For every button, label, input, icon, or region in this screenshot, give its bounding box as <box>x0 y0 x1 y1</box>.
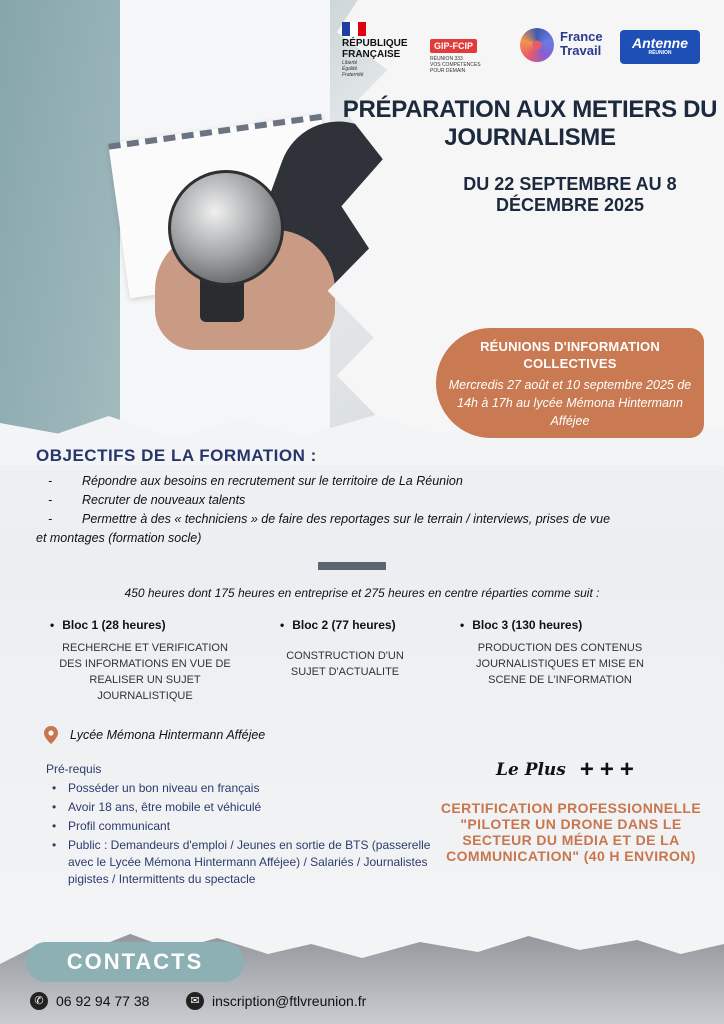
microphone-icon <box>168 170 284 286</box>
phone-icon: ✆ <box>30 992 48 1010</box>
rf-title: RÉPUBLIQUE FRANÇAISE <box>342 38 408 60</box>
bloc-heading: • Bloc 3 (130 heures) <box>460 618 660 632</box>
antenne-label: Antenne <box>632 35 688 51</box>
phone-number[interactable]: 06 92 94 77 38 <box>56 993 150 1009</box>
list-item: - Répondre aux besoins en recrutement sur le territoire de La Réunion <box>36 472 696 491</box>
antenne-reunion-logo <box>620 30 700 64</box>
republique-francaise-logo <box>342 22 422 78</box>
gip-badge: GIP-FCIP <box>430 39 477 53</box>
location-pin-icon <box>44 726 58 744</box>
info-body: Mercredis 27 août et 10 septembre 2025 de 14h à 17h au lycée Mémona Hintermann Afféjee <box>448 378 692 428</box>
objectives-list <box>36 472 696 548</box>
bloc-2 <box>280 618 410 680</box>
contacts-heading: CONTACTS <box>26 942 244 982</box>
bloc-3 <box>460 618 660 688</box>
list-item: - Permettre à des « techniciens » de faire des reportages sur le terrain / interviews, prises de vue <box>36 510 696 529</box>
list-item: - Recruter de nouveaux talents <box>36 491 696 510</box>
hours-summary: 450 heures dont 175 heures en entreprise et 275 heures en centre réparties comme suit : <box>124 586 600 600</box>
objective-text: Permettre à des « techniciens » de faire des reportages sur le terrain / interviews, prises de vue <box>82 512 611 526</box>
partner-logos <box>338 18 710 78</box>
prerequis-text: Avoir 18 ans, être mobile et véhiculé <box>68 800 262 814</box>
list-item: • Profil communicant <box>52 819 171 833</box>
gip-fcip-logo <box>430 36 510 74</box>
prerequis-list <box>52 780 452 890</box>
objectives-title: OBJECTIFS DE LA FORMATION : <box>36 446 317 465</box>
le-plus-header <box>496 756 640 784</box>
certification-text: CERTIFICATION PROFESSIONNELLE "PILOTER UN DRONE DANS LE SECTEUR DU MÉDIA ET DE LA COMMUNICATION" (40 H ENVIRON) <box>440 800 702 864</box>
location <box>44 726 265 744</box>
prerequis-text: Public : Demandeurs d'emploi / Jeunes en sortie de BTS (passerelle avec le Lycée Mémona Hintermann Afféjee) / Salariés / Journalistes pigistes / Intermittents du spectacle <box>68 838 431 886</box>
email-icon: ✉ <box>186 992 204 1010</box>
info-sessions-card <box>436 328 704 438</box>
prerequis-text: Posséder un bon niveau en français <box>68 781 260 795</box>
rf-motto: Liberté Égalité Fraternité <box>342 60 364 78</box>
france-travail-label: France Travail <box>560 29 603 58</box>
objective-text: Recruter de nouveaux talents <box>82 493 246 507</box>
bloc-1 <box>50 618 240 704</box>
section-divider <box>318 562 386 570</box>
le-plus-label: Le Plus <box>496 760 566 780</box>
antenne-sub: RÉUNION <box>648 50 672 56</box>
bloc-description: CONSTRUCTION D'UN SUJET D'ACTUALITE <box>286 650 404 678</box>
france-travail-dots-icon <box>520 28 554 62</box>
email-address[interactable]: inscription@ftlvreunion.fr <box>212 993 367 1009</box>
list-item: • Posséder un bon niveau en français <box>52 781 260 795</box>
bloc-description: PRODUCTION DES CONTENUS JOURNALISTIQUES ET MISE EN SCENE DE L'INFORMATION <box>476 642 644 686</box>
objective-text: Répondre aux besoins en recrutement sur le territoire de La Réunion <box>82 474 463 488</box>
info-heading: RÉUNIONS D'INFORMATION COLLECTIVES <box>480 339 660 371</box>
prerequis-text: Profil communicant <box>68 819 171 833</box>
prerequis-title: Pré-requis <box>46 762 102 776</box>
training-blocs <box>40 618 690 718</box>
training-dates: DU 22 SEPTEMBRE AU 8 DÉCEMBRE 2025 <box>463 174 677 215</box>
email-contact[interactable] <box>186 992 366 1010</box>
bloc-heading: • Bloc 1 (28 heures) <box>50 618 240 632</box>
location-label: Lycée Mémona Hintermann Afféjee <box>70 728 266 742</box>
objective-continuation: et montages (formation socle) <box>36 531 202 545</box>
page-title: PRÉPARATION AUX METIERS DU JOURNALISME <box>342 96 718 151</box>
list-item: • Public : Demandeurs d'emploi / Jeunes en sortie de BTS (passerelle avec le Lycée Mémona Hintermann Afféjee) / Salariés / Journalistes pigistes / Intermittents du spectacle <box>52 837 452 888</box>
gip-sub: RÉUNION 333 VOS COMPÉTENCES POUR DEMAIN <box>430 56 481 74</box>
list-item: • Avoir 18 ans, être mobile et véhiculé <box>52 800 262 814</box>
plus-marks: +++ <box>579 756 640 783</box>
phone-contact[interactable] <box>30 992 149 1010</box>
bloc-heading: • Bloc 2 (77 heures) <box>280 618 410 632</box>
france-travail-logo <box>520 26 610 66</box>
french-flag-icon <box>342 22 366 36</box>
bloc-description: RECHERCHE ET VERIFICATION DES INFORMATIONS EN VUE DE REALISER UN SUJET JOURNALISTIQUE <box>59 642 231 702</box>
